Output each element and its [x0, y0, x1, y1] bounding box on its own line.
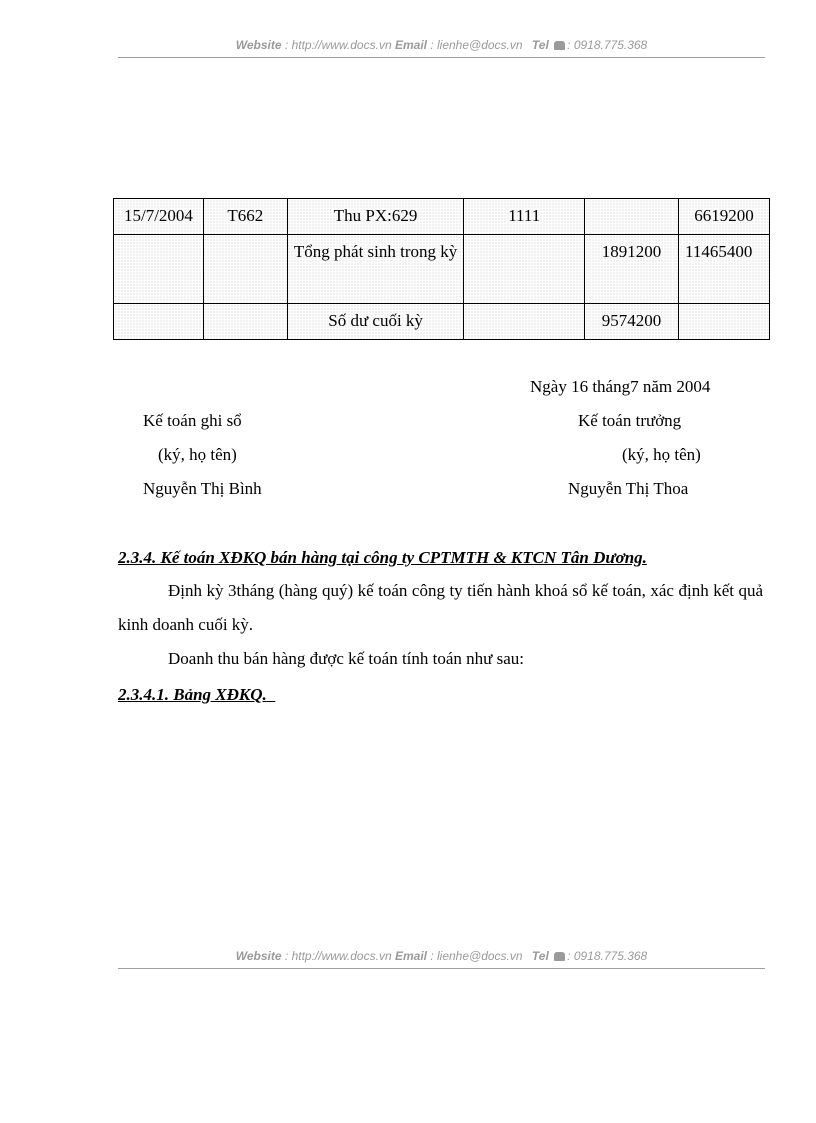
cell-debit — [585, 199, 679, 235]
right-signer-name: Nguyễn Thị Thoa — [568, 479, 689, 498]
website-label: Website — [235, 38, 282, 52]
cell-date: 15/7/2004 — [114, 199, 204, 235]
cell-doc-no — [203, 235, 287, 304]
right-signer-title: Kế toán trưởng — [578, 411, 682, 430]
cell-account — [464, 235, 585, 304]
website-value: : http://www.docs.vn — [284, 38, 392, 52]
website-value: : http://www.docs.vn — [284, 949, 392, 963]
paragraph — [118, 642, 763, 676]
ledger-table — [113, 198, 770, 340]
phone-icon — [554, 41, 565, 50]
cell-description: Thu PX:629 — [287, 199, 464, 235]
subsection-heading — [118, 685, 275, 705]
table-row — [114, 304, 770, 340]
email-value: : lienhe@docs.vn — [430, 949, 523, 963]
cell-debit: 9574200 — [585, 304, 679, 340]
cell-date — [114, 235, 204, 304]
cell-credit — [679, 304, 770, 340]
tel-value: : 0918.775.368 — [567, 38, 648, 52]
header-divider — [118, 57, 765, 58]
cell-credit: 11465400 — [679, 235, 770, 304]
email-value: : lienhe@docs.vn — [430, 38, 523, 52]
section-heading: 2.3.4. Kế toán XĐKQ bán hàng tại công ty CPTMTH & KTCN Tân Dương. — [118, 548, 647, 567]
table-row — [114, 199, 770, 235]
tel-label: Tel — [531, 38, 549, 52]
cell-account: 1111 — [464, 199, 585, 235]
footer-divider — [118, 968, 765, 969]
page-footer — [118, 949, 765, 963]
table-row — [114, 235, 770, 304]
cell-doc-no — [203, 304, 287, 340]
paragraph-text: Định kỳ 3tháng (hàng quý) kế toán công ty tiến hành khoá sổ kế toán, xác định kết quả kinh doanh cuối kỳ. — [118, 581, 763, 634]
page-header — [118, 38, 765, 52]
signature-date: Ngày 16 tháng7 năm 2004 — [530, 377, 711, 396]
left-signer-title: Kế toán ghi sổ — [143, 411, 242, 430]
cell-doc-no: T662 — [203, 199, 287, 235]
left-signer-note: (ký, họ tên) — [158, 445, 237, 464]
subsection-heading-text: 2.3.4.1. Bảng XĐKQ. — [118, 685, 267, 704]
cell-description: Tổng phát sinh trong kỳ — [287, 235, 464, 304]
paragraph — [118, 574, 763, 642]
cell-account — [464, 304, 585, 340]
cell-credit: 6619200 — [679, 199, 770, 235]
email-label: Email — [394, 949, 427, 963]
tel-label: Tel — [531, 949, 549, 963]
cell-date — [114, 304, 204, 340]
email-label: Email — [394, 38, 427, 52]
cell-description: Số dư cuối kỳ — [287, 304, 464, 340]
website-label: Website — [235, 949, 282, 963]
tel-value: : 0918.775.368 — [567, 949, 648, 963]
cell-debit: 1891200 — [585, 235, 679, 304]
phone-icon — [554, 952, 565, 961]
left-signer-name: Nguyễn Thị Bình — [143, 479, 262, 498]
right-signer-note: (ký, họ tên) — [622, 445, 701, 464]
paragraph-text: Doanh thu bán hàng được kế toán tính toán như sau: — [168, 649, 525, 668]
